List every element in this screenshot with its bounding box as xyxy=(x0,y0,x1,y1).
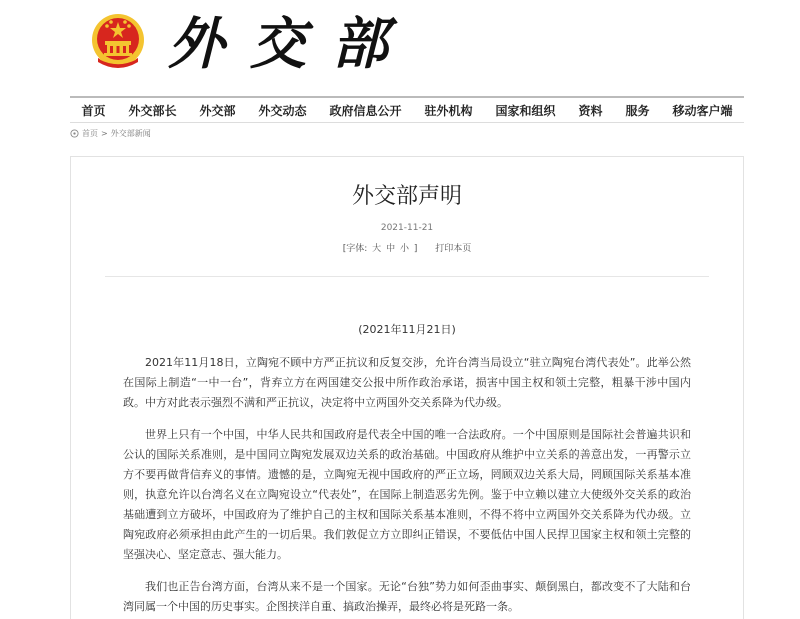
nav-item-disclosure[interactable]: 政府信息公开 xyxy=(329,103,402,118)
font-size-small-button[interactable]: 小 xyxy=(399,244,409,254)
site-header xyxy=(0,0,800,95)
font-size-label: [字体: xyxy=(342,244,368,254)
nav-item-missions[interactable]: 驻外机构 xyxy=(424,103,473,118)
article-paragraph: 世界上只有一个中国，中华人民共和国政府是代表全中国的唯一合法政府。一个中国原则是国际社会普遍共识和公认的国际关系准则，是中国同立陶宛发展双边关系的政治基础。中国政府从维护中立关系的善意出发，一再警示立方不要再做背信弃义的事情。遗憾的是，立陶宛无视中国政府的严正立场，罔顾双边关系大局，罔顾国际关系基本准则，执意允许以台湾名义在立陶宛设立“代表处”，在国际上制造恶劣先例。鉴于中立赖以建立大使级外交关系的政治基础遭到立方破坏，中国政府为了维护自己的主权和国际关系基本准则，不得不将中立两国外交关系降为代办级。立陶宛政府必须承担由此产生的一切后果。我们敦促立方立即纠正错误，不要低估中国人民捍卫国家主权和领土完整的坚强决心、坚定意志、强大能力。 xyxy=(123,428,691,561)
article-body xyxy=(123,353,691,619)
article-panel xyxy=(70,156,744,619)
article-dateline: (2021年11月21日) xyxy=(358,323,456,336)
home-icon[interactable] xyxy=(70,129,79,138)
article-paragraph: 2021年11月18日，立陶宛不顾中方严正抗议和反复交涉，允许台湾当局设立“驻立陶宛台湾代表处”。此举公然在国际上制造“一中一台”，背弃立方在两国建交公报中所作政治承诺，损害中国主权和领土完整，粗暴干涉中国内政。中方对此表示强烈不满和严正抗议，决定将中立两国外交关系降为代办级。 xyxy=(123,356,691,409)
breadcrumb xyxy=(70,128,151,139)
nav-item-mobile[interactable]: 移动客户端 xyxy=(672,103,733,118)
article-date: 2021-11-21 xyxy=(380,223,434,233)
breadcrumb-home[interactable]: 首页 xyxy=(82,129,98,138)
article-divider xyxy=(105,276,709,277)
nav-divider xyxy=(70,122,744,123)
breadcrumb-separator: > xyxy=(101,129,108,138)
article-paragraph: 我们也正告台湾方面，台湾从来不是一个国家。无论“台独”势力如何歪曲事实、颠倒黑白，都改变不了大陆和台湾同属一个中国的历史事实。企图挟洋自重、搞政治操弄，最终必将是死路一条。 xyxy=(123,580,691,613)
nav-item-ministry[interactable]: 外交部 xyxy=(199,103,236,118)
breadcrumb-current[interactable]: 外交部新闻 xyxy=(110,129,151,138)
nav-item-services[interactable]: 服务 xyxy=(625,103,650,118)
nav-item-countries[interactable]: 国家和组织 xyxy=(495,103,556,118)
font-size-label-close: ] xyxy=(413,244,418,254)
nav-item-news[interactable]: 外交动态 xyxy=(258,103,307,118)
article-tools xyxy=(71,241,743,254)
nav-item-materials[interactable]: 资料 xyxy=(578,103,603,118)
font-size-large-button[interactable]: 大 xyxy=(372,244,382,254)
article-title: 外交部声明 xyxy=(351,184,462,209)
nav-item-minister[interactable]: 外交部长 xyxy=(128,103,177,118)
main-nav xyxy=(70,96,744,122)
font-size-medium-button[interactable]: 中 xyxy=(386,244,396,254)
site-logo-text[interactable]: 外交部 xyxy=(168,11,414,77)
nav-item-home[interactable]: 首页 xyxy=(81,103,106,118)
print-page-link[interactable]: 打印本页 xyxy=(435,244,472,254)
national-emblem-icon[interactable] xyxy=(88,12,148,72)
